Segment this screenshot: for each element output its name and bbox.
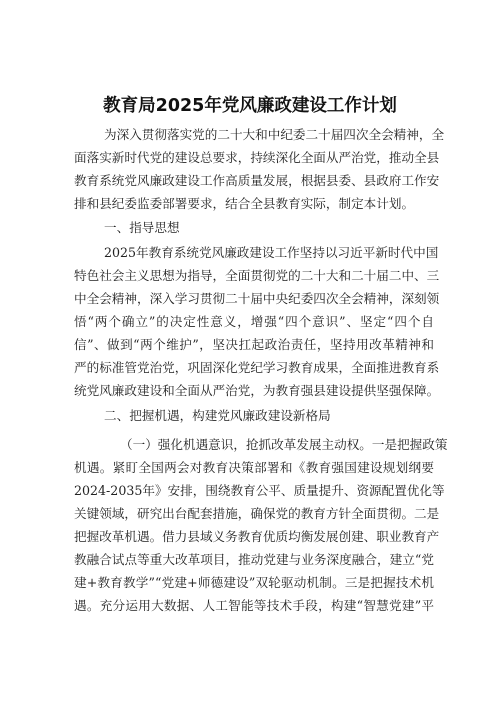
paragraph-line: 教融合试点等重大改革项目，推动党建与业务深度融合，建立“党 [74, 552, 434, 567]
paragraph-line: （一）强化机遇意识，抢抓改革发展主动权。一是把握政策 [120, 437, 448, 452]
paragraph-line: 统党风廉政建设和全面从严治党，为教育强县建设提供坚强保障。 [74, 383, 440, 398]
paragraph-line: 严的标准管党治党，巩固深化党纪学习教育成果，全面推进教育系 [74, 360, 440, 375]
section-heading: 一、指导思想 [104, 220, 180, 235]
paragraph-line: 教育系统党风廉政建设工作高质量发展，根据县委、县政府工作安 [74, 173, 440, 188]
paragraph-line: 把握改革机遇。借力县域义务教育优质均衡发展创建、职业教育产 [74, 529, 440, 544]
paragraph-line: 特色社会主义思想为指导，全面贯彻党的二十大和二十届二中、三 [74, 268, 440, 283]
paragraph-line: 信”、做到“两个维护”，坚决扛起政治责任，坚持用改革精神和 [74, 337, 434, 352]
paragraph-line: 排和县纪委监委部署要求，结合全县教育实际，制定本计划。 [74, 196, 415, 211]
paragraph-line: 为深入贯彻落实党的二十大和中纪委二十届四次全会精神，全 [104, 127, 445, 142]
paragraph-line: 机遇。紧盯全国两会对教育决策部署和《教育强国建设规划纲要 [74, 460, 434, 475]
paragraph-line: 中全会精神，深入学习贯彻二十届中央纪委四次全会精神，深刻领 [74, 291, 440, 306]
paragraph-line: 2024-2035年》安排，围绕教育公平、质量提升、资源配置优化等 [74, 483, 445, 498]
paragraph-line: 关键领域，研究出台配套措施，确保党的教育方针全面贯彻。二是 [74, 506, 440, 521]
paragraph-line: 悟“两个确立”的决定性意义，增强“四个意识”、坚定“四个自 [74, 314, 434, 329]
section-heading: 二、把握机遇，构建党风廉政建设新格局 [104, 408, 331, 423]
paragraph-line: 2025年教育系统党风廉政建设工作坚持以习近平新时代中国 [104, 245, 439, 260]
paragraph-line: 面落实新时代党的建设总要求，持续深化全面从严治党，推动全县 [74, 150, 440, 165]
paragraph-line: 遇。充分运用大数据、人工智能等技术手段，构建“智慧党建”平 [74, 598, 434, 613]
document-title: 教育局2025年党风廉政建设工作计划 [103, 96, 397, 116]
paragraph-line: 建+教育教学”“党建+师德建设”双轮驱动机制。三是把握技术机 [74, 575, 434, 590]
